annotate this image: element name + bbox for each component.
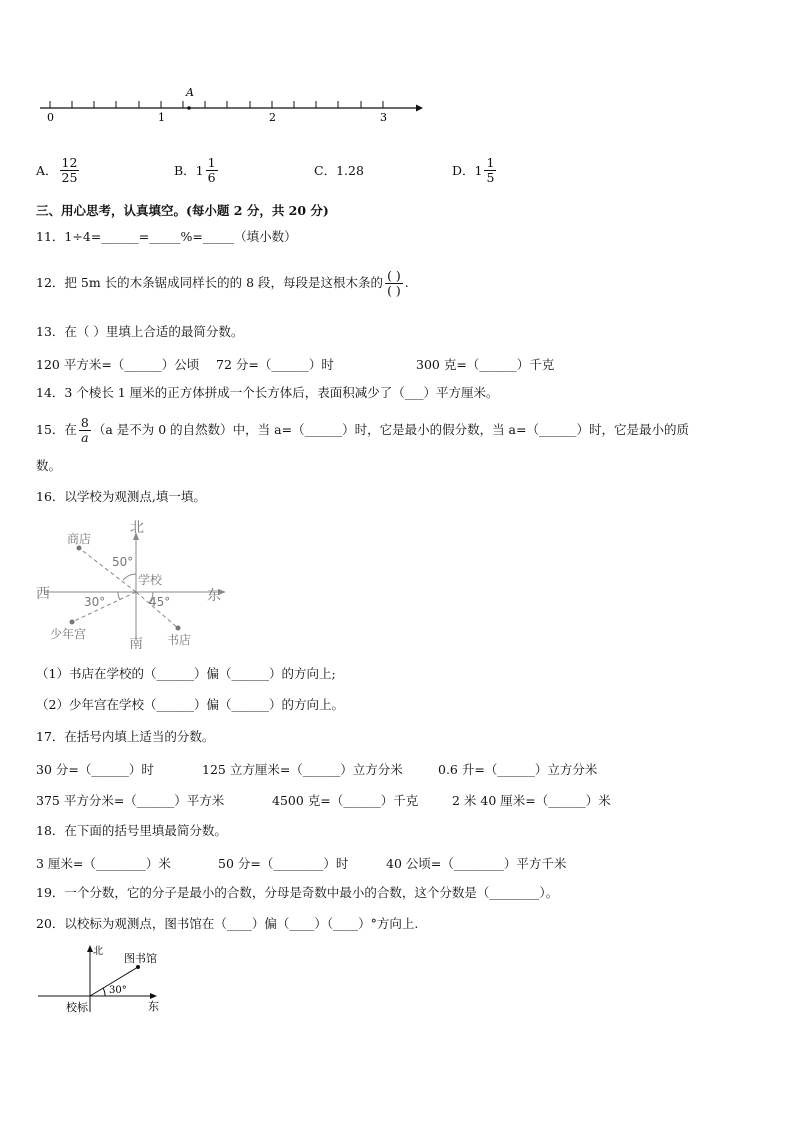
question-18-item-a: 3 厘米=（________）米 (36, 856, 171, 871)
question-20: 20．以校标为观测点，图书馆在（____）偏（____）（____）°方向上. (36, 916, 419, 931)
question-11: 11．1÷4=______=_____%=_____（填小数） (36, 229, 297, 244)
question-15-numerator: 8 (80, 414, 89, 430)
options-row (36, 150, 556, 190)
question-13-item-a: 120 平方米=（______）公顷 (36, 357, 200, 372)
shop-dot (77, 546, 82, 551)
library-dot (136, 965, 140, 969)
question-17-row1-c: 0.6 升=（______）立方分米 (438, 762, 598, 777)
compass-north-label: 北 (130, 520, 144, 536)
point-a-dot (187, 106, 191, 110)
angle-bookstore-label: 45° (149, 595, 171, 609)
question-17-row1-a: 30 分=（______）时 (36, 762, 154, 777)
option-c[interactable] (314, 150, 364, 190)
compass-diagram-library (36, 940, 176, 1020)
compass2-east-label: 东 (148, 1000, 159, 1013)
question-17-row2-a: 375 平方分米=（______）平方米 (36, 793, 225, 808)
question-16-part-2: （2）少年宫在学校（______）偏（______）的方向上。 (36, 697, 344, 712)
question-12-denominator: ( ) (387, 282, 401, 298)
library-label: 图书馆 (124, 952, 157, 965)
question-13-item-c: 300 克=（______）千克 (416, 357, 555, 372)
question-17: 17．在括号内填上适当的分数。 (36, 729, 215, 744)
question-15 (36, 412, 689, 448)
question-15-denominator: a (81, 429, 89, 445)
option-a-denominator: 25 (61, 169, 78, 185)
option-d-denominator: 5 (486, 169, 495, 185)
question-12-text: 12．把 5m 长的木条锯成同样长的的 8 段，每段是这根木条的 (36, 275, 384, 290)
compass-west-label: 西 (36, 586, 50, 602)
question-16: 16．以学校为观测点,填一填。 (36, 489, 206, 504)
bookstore-dot (176, 626, 181, 631)
number-line (36, 84, 426, 124)
question-13-item-b: 72 分=（______）时 (216, 357, 334, 372)
compass2-north-label: 北 (93, 946, 103, 957)
question-17-row2-c: 2 米 40 厘米=（______）米 (452, 793, 611, 808)
question-18: 18．在下面的括号里填最简分数。 (36, 823, 227, 838)
question-17-row2-b: 4500 克=（______）千克 (272, 793, 419, 808)
option-b[interactable] (174, 150, 220, 190)
question-13: 13．在（ ）里填上合适的最简分数。 (36, 324, 244, 339)
tick-label-2: 2 (269, 111, 276, 124)
compass-east-label: 东 (207, 588, 221, 604)
compass2-origin-label: 校标 (66, 1001, 88, 1014)
question-18-item-b: 50 分=（________）时 (218, 856, 349, 871)
compass2-angle-label: 30° (109, 985, 127, 996)
option-d[interactable] (452, 150, 498, 190)
option-b-numerator: 1 (207, 154, 216, 170)
question-15-prefix: 15．在 (36, 422, 77, 437)
youth-palace-dot (70, 620, 75, 625)
compass-diagram-school (36, 518, 236, 650)
shop-label: 商店 (67, 532, 92, 546)
option-d-numerator: 1 (486, 154, 495, 170)
question-17-row1-b: 125 立方厘米=（______）立方分米 (202, 762, 403, 777)
question-18-item-c: 40 公顷=（________）平方千米 (386, 856, 567, 871)
option-a-numerator: 12 (61, 154, 78, 170)
option-b-prefix: B．1 (174, 163, 204, 178)
option-c-text: C．1.28 (314, 163, 364, 178)
youth-palace-label: 少年宫 (50, 627, 87, 641)
option-a-prefix: A． (36, 163, 58, 178)
question-16-part-1: （1）书店在学校的（______）偏（______）的方向上; (36, 666, 336, 681)
angle-palace-label: 30° (84, 595, 106, 609)
question-14: 14．3 个棱长 1 厘米的正方体拼成一个长方体后，表面积减少了（___）平方厘米。 (36, 385, 499, 400)
question-15-line2: 数。 (36, 458, 62, 473)
option-d-prefix: D．1 (452, 163, 483, 178)
tick-label-1: 1 (158, 111, 165, 124)
question-15-rest: （a 是不为 0 的自然数）中，当 a=（______）时，它是最小的假分数，当 a=（______）时，它是最小的质 (92, 422, 689, 437)
school-label: 学校 (138, 573, 163, 587)
tick-label-3: 3 (380, 111, 387, 124)
angle-shop-label: 50° (112, 555, 134, 569)
question-12 (36, 263, 409, 303)
option-a[interactable] (36, 150, 81, 190)
option-b-denominator: 6 (207, 169, 216, 185)
section3-title: 三、用心思考，认真填空。(每小题 2 分，共 20 分) (36, 203, 329, 218)
bookstore-label: 书店 (167, 633, 192, 647)
point-a-label: A (186, 86, 194, 99)
question-12-numerator: ( ) (387, 267, 401, 283)
tick-label-0: 0 (47, 111, 54, 124)
question-19: 19．一个分数，它的分子是最小的合数，分母是奇数中最小的合数，这个分数是（________）。 (36, 885, 559, 900)
question-12-end: . (404, 275, 409, 290)
compass-south-label: 南 (129, 636, 143, 650)
